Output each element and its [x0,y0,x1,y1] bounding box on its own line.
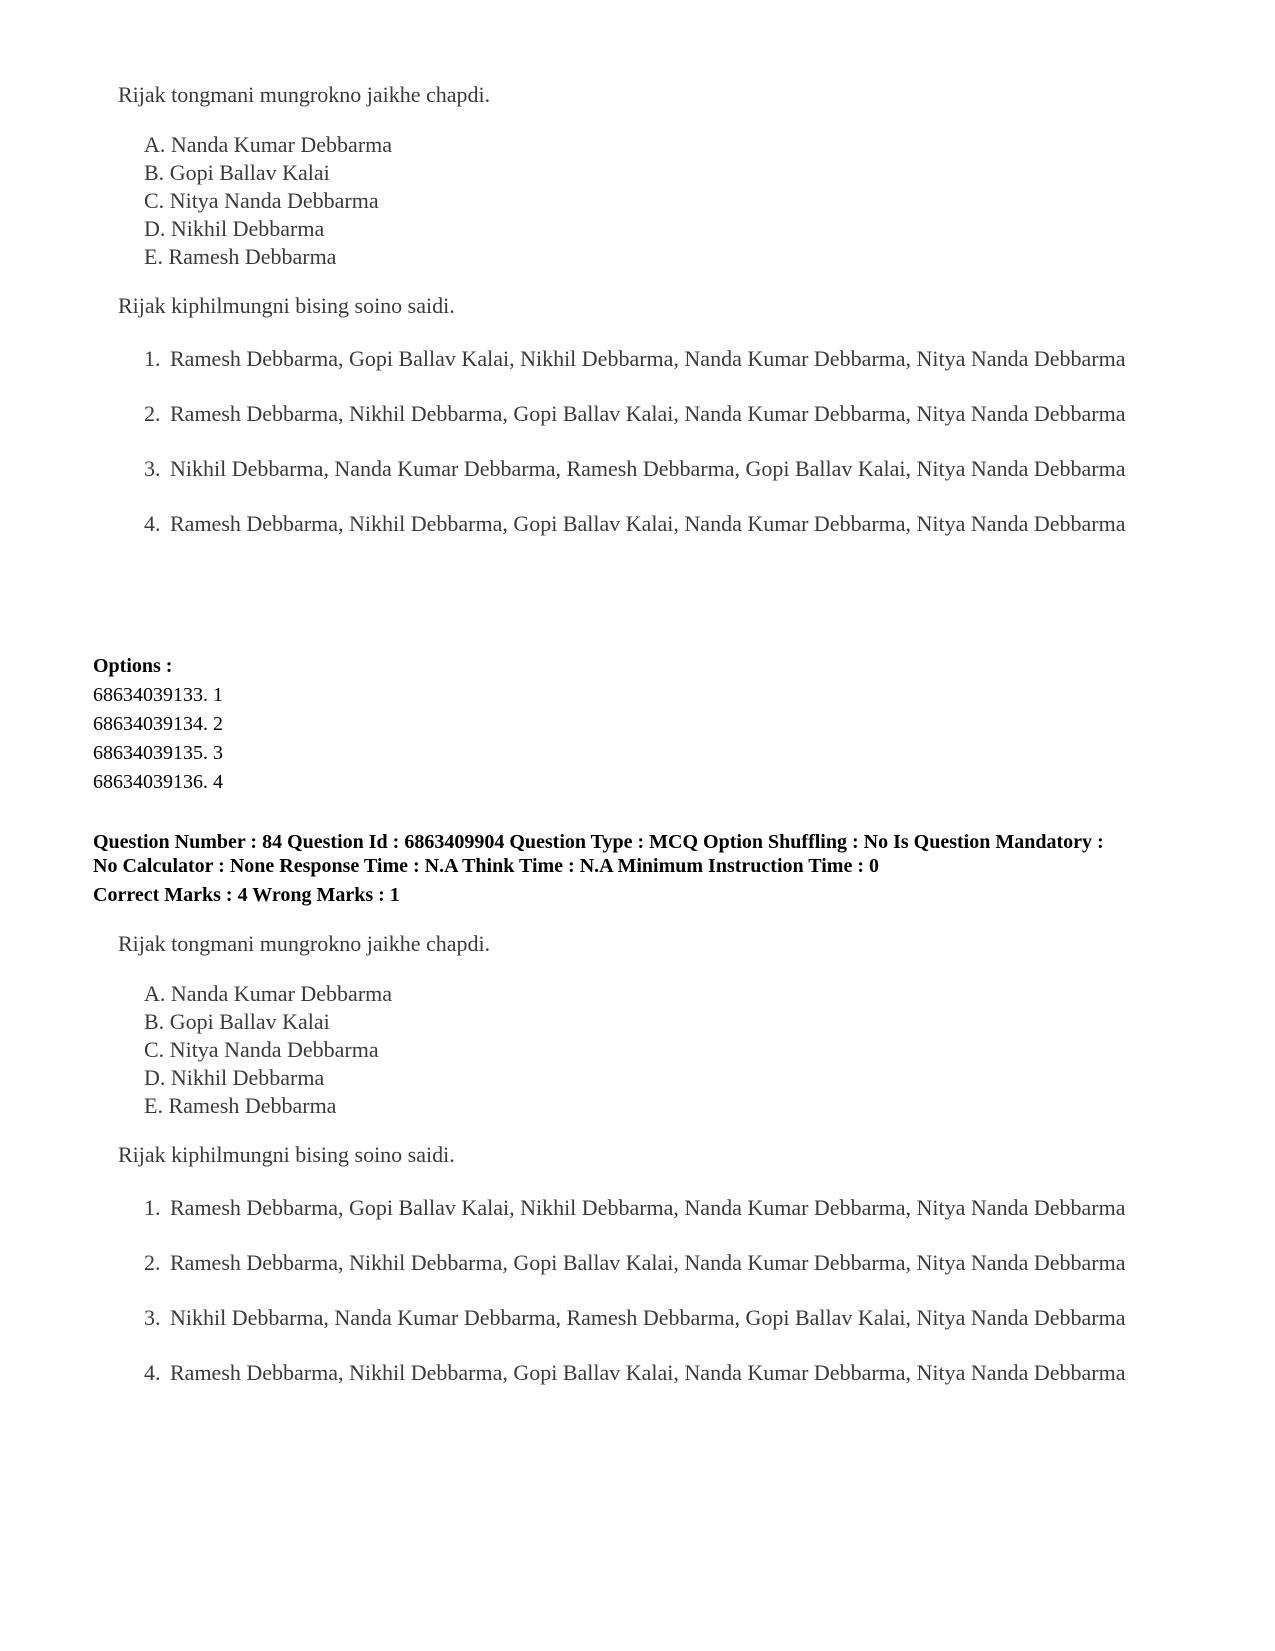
sequence-list [118,1194,1138,1387]
options-header: Options : [93,655,173,677]
list-item: C. Nitya Nanda Debbarma [144,188,379,213]
list-item: D. Nikhil Debbarma [144,1065,325,1090]
list-item: 1. Ramesh Debbarma, Gopi Ballav Kalai, Nikhil Debbarma, Nanda Kumar Debbarma, Nitya Nanda Debbarma [144,1195,1126,1220]
list-item: 4. Ramesh Debbarma, Nikhil Debbarma, Gopi Ballav Kalai, Nanda Kumar Debbarma, Nitya Nanda Debbarma [144,511,1126,536]
item-list [118,980,1138,1120]
list-item: 1. Ramesh Debbarma, Gopi Ballav Kalai, Nikhil Debbarma, Nanda Kumar Debbarma, Nitya Nanda Debbarma [144,346,1126,371]
options-block [93,652,223,797]
list-item: 4. Ramesh Debbarma, Nikhil Debbarma, Gopi Ballav Kalai, Nanda Kumar Debbarma, Nitya Nanda Debbarma [144,1360,1126,1385]
option-item: 68634039133. 1 [93,684,223,706]
list-item: A. Nanda Kumar Debbarma [144,981,393,1006]
list-item: 2. Ramesh Debbarma, Nikhil Debbarma, Gopi Ballav Kalai, Nanda Kumar Debbarma, Nitya Nanda Debbarma [144,1250,1126,1275]
list-item: E. Ramesh Debbarma [144,244,337,269]
marks-line: Correct Marks : 4 Wrong Marks : 1 [93,884,400,906]
question-prompt: Rijak kiphilmungni bising soino saidi. [118,1142,455,1167]
question-body-2 [118,930,1138,1414]
list-item: B. Gopi Ballav Kalai [144,1009,330,1034]
list-item: B. Gopi Ballav Kalai [144,160,330,185]
list-item: C. Nitya Nanda Debbarma [144,1037,379,1062]
list-item: E. Ramesh Debbarma [144,1093,337,1118]
option-item: 68634039135. 3 [93,742,223,764]
list-item: 3. Nikhil Debbarma, Nanda Kumar Debbarma, Ramesh Debbarma, Gopi Ballav Kalai, Nitya Nanda Debbarma [144,1305,1126,1330]
question-meta-line: No Calculator : None Response Time : N.A Think Time : N.A Minimum Instruction Time : 0 [93,855,879,877]
question-prompt: Rijak tongmani mungrokno jaikhe chapdi. [118,931,491,956]
question-meta-line: Question Number : 84 Question Id : 6863409904 Question Type : MCQ Option Shuffling : No Is Question Mandatory : [93,831,1104,853]
question-prompt: Rijak tongmani mungrokno jaikhe chapdi. [118,82,491,107]
option-item: 68634039136. 4 [93,771,223,793]
list-item: 2. Ramesh Debbarma, Nikhil Debbarma, Gopi Ballav Kalai, Nanda Kumar Debbarma, Nitya Nanda Debbarma [144,401,1126,426]
list-item: 3. Nikhil Debbarma, Nanda Kumar Debbarma, Ramesh Debbarma, Gopi Ballav Kalai, Nitya Nanda Debbarma [144,456,1126,481]
question-prompt: Rijak kiphilmungni bising soino saidi. [118,293,455,318]
question-meta [93,830,1263,907]
option-item: 68634039134. 2 [93,713,223,735]
sequence-list [118,345,1138,538]
question-body-1 [118,81,1138,565]
list-item: D. Nikhil Debbarma [144,216,325,241]
item-list [118,131,1138,271]
list-item: A. Nanda Kumar Debbarma [144,132,393,157]
